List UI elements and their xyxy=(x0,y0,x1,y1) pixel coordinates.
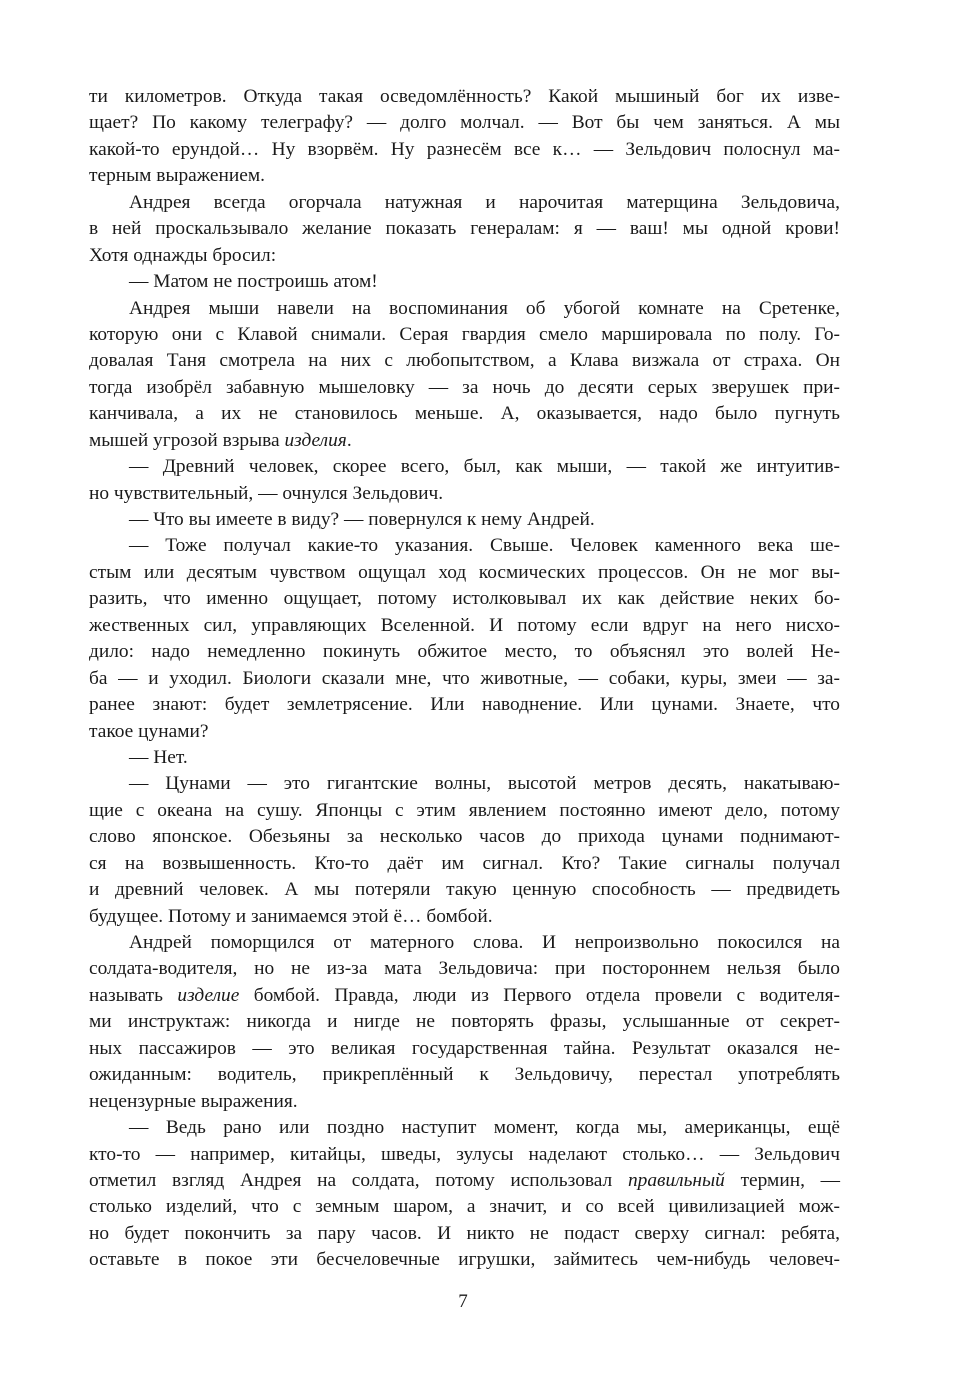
text-line: будущее. Потому и занимаемся этой ё… бомбой. xyxy=(89,905,493,927)
text-line: называть изделие бомбой. Правда, люди из Первого отдела провели с водителя- xyxy=(89,984,840,1006)
text-line: мышей угрозой взрыва изделия. xyxy=(89,429,352,451)
text-line: в ней проскальзывало желание показать генералам: я — ваш! мы одной крови! xyxy=(89,218,840,240)
text-line: стым или десятым чувством ощущал ход космических процессов. Он не мог вы- xyxy=(89,561,840,583)
page-body xyxy=(89,84,840,1274)
text-line: но чувствительный, — очнулся Зельдович. xyxy=(89,482,444,504)
text-line: тогда изобрёл забавную мышеловку — за ночь до десяти серых зверушек при- xyxy=(89,376,840,398)
text-line: щает? По какому телеграфу? — долго молчал. — Вот бы чем заняться. А мы xyxy=(89,112,840,134)
text-line: солдата-водителя, но не из-за мата Зельдовича: при постороннем нельзя было xyxy=(89,958,840,980)
text-line: Хотя однажды бросил: xyxy=(89,244,277,266)
text-line: ных пассажиров — это великая государственная тайна. Результат оказался не- xyxy=(89,1037,840,1059)
page-number: 7 xyxy=(458,1291,468,1312)
text-line: какой-то ерундой… Ну взорвём. Ну разнесём все к… — Зельдович полоснул ма- xyxy=(89,138,840,160)
text-line: такое цунами? xyxy=(89,720,209,742)
text-line: и древний человек. А мы потеряли такую ценную способность — предвидеть xyxy=(89,879,840,901)
text-line: — Тоже получал какие-то указания. Свыше. Человек каменного века ше- xyxy=(129,535,840,557)
text-line: которую они с Клавой снимали. Серая гвардия смело маршировала по полу. Го- xyxy=(89,323,840,345)
text-line: — Матом не построишь атом! xyxy=(129,271,378,293)
text-line: ба — и уходил. Биологи сказали мне, что животные, — собаки, куры, змеи — за- xyxy=(89,667,840,689)
text-line: жественных сил, управляющих Вселенной. И потому если вдруг на него нисхо- xyxy=(89,614,840,636)
text-line: но будет покончить за пару часов. И никто не подаст сверху сигнал: ребята, xyxy=(89,1222,840,1244)
text-line: ся на возвышенность. Кто-то даёт им сигнал. Кто? Такие сигналы получал xyxy=(89,852,840,874)
text-line: — Ведь рано или поздно наступит момент, когда мы, американцы, ещё xyxy=(129,1117,840,1139)
text-line: Андрея всегда огорчала натужная и нарочитая матерщина Зельдовича, xyxy=(129,191,840,213)
text-line: дило: надо немедленно покинуть обжитое место, то объяснял это волей Не- xyxy=(89,641,840,663)
italic-term: изделия xyxy=(284,429,347,451)
text-line: нецензурные выражения. xyxy=(89,1090,298,1112)
italic-term: изделие xyxy=(177,984,240,1006)
text-line: кто-то — например, китайцы, шведы, зулусы наделают столько… — Зельдович xyxy=(89,1143,840,1165)
text-line: оставьте в покое эти бесчеловечные игрушки, займитесь чем-нибудь человеч- xyxy=(89,1249,840,1271)
text-line: отметил взгляд Андрея на солдата, потому использовал правильный термин, — xyxy=(89,1169,840,1191)
text-line: столько изделий, что с земным шаром, а значит, и со всей цивилизацией мож- xyxy=(89,1196,840,1218)
text-line: ти километров. Откуда такая осведомлённость? Какой мышиный бог их изве- xyxy=(89,86,840,107)
text-line: Андрея мыши навели на воспоминания об убогой комнате на Сретенке, xyxy=(129,297,840,319)
text-line: — Древний человек, скорее всего, был, как мыши, — такой же интуитив- xyxy=(129,456,840,478)
text-line: слово японское. Обезьяны за несколько часов до прихода цунами поднимают- xyxy=(89,826,840,848)
text-line: довалая Таня смотрела на них с любопытством, а Клава визжала от страха. Он xyxy=(89,350,840,372)
text-line: терным выражением. xyxy=(89,165,266,187)
text-line: — Нет. xyxy=(129,746,188,768)
text-line: ранее знают: будет землетрясение. Или наводнение. Или цунами. Знаете, что xyxy=(89,694,840,716)
text-line: — Цунами — это гигантские волны, высотой метров десять, накатываю- xyxy=(129,773,840,795)
text-line: разить, что именно ощущает, потому истолковывал их как действие неких бо- xyxy=(89,588,840,610)
italic-term: правильный xyxy=(627,1169,725,1191)
text-line: щие с океана на сушу. Японцы с этим явлением постоянно имеют дело, потому xyxy=(89,799,840,821)
text-line: ми инструктаж: никогда и нигде не повторять фразы, услышанные от секрет- xyxy=(89,1011,840,1033)
text-line: ожиданным: водитель, прикреплённый к Зельдовичу, перестал употреблять xyxy=(89,1064,840,1086)
text-line: Андрей поморщился от матерного слова. И непроизвольно покосился на xyxy=(129,932,840,953)
text-line: канчивала, а их не становилось меньше. А, оказывается, надо было пугнуть xyxy=(89,403,840,425)
text-line: — Что вы имеете в виду? — повернулся к нему Андрей. xyxy=(129,509,595,530)
